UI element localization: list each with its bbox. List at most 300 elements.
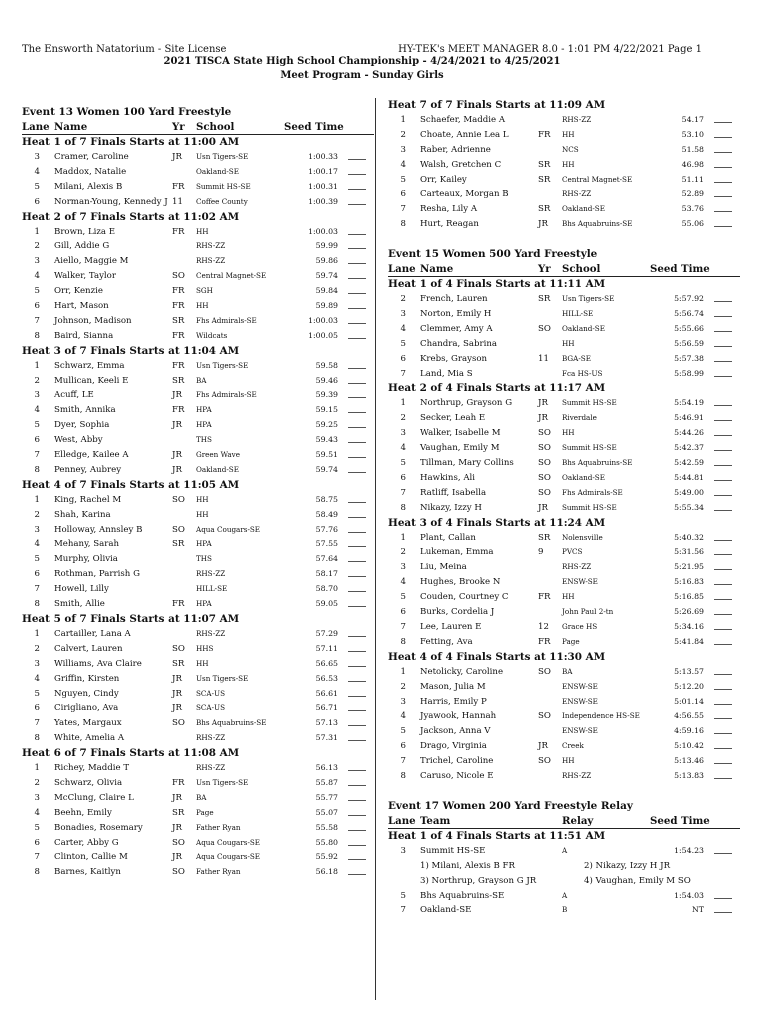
swimmer-name: King, Rachel M	[54, 494, 122, 505]
swimmer-year: SO	[172, 718, 185, 729]
result-blank-line	[348, 284, 366, 294]
lane-number: 2	[400, 413, 406, 424]
lane-number: 5	[400, 890, 406, 901]
swimmer-name: Norman-Young, Kennedy J	[54, 196, 168, 207]
swimmer-year: JR	[172, 822, 182, 833]
result-blank-line	[714, 128, 732, 138]
swimmer-name: Carter, Abby G	[54, 837, 119, 848]
school-name: Usn Tigers-SE	[196, 777, 249, 787]
entry-row	[388, 337, 740, 352]
swimmer-year: FR	[172, 301, 185, 312]
lane-number: 8	[34, 464, 40, 475]
school-name: SCA-US	[196, 703, 226, 713]
seed-time: 59.58	[315, 360, 338, 370]
school-name: HH	[196, 658, 209, 668]
swimmer-year: SO	[538, 756, 551, 767]
swimmer-name: Smith, Allie	[54, 599, 105, 610]
seed-time: 57.76	[315, 524, 338, 534]
seed-time: 57.13	[315, 718, 338, 728]
swimmer-name: Schwarz, Emma	[54, 360, 125, 371]
swimmer-name: Calvert, Lauren	[54, 643, 123, 654]
entry-row	[22, 850, 374, 865]
lane-number: 4	[34, 807, 40, 818]
school-name: Independence HS-SE	[562, 711, 640, 721]
entry-row	[388, 739, 740, 754]
result-blank-line	[714, 665, 732, 675]
event-title: Event 15 Women 500 Yard Freestyle	[388, 248, 598, 261]
entry-row	[388, 187, 740, 202]
swimmer-name: Elledge, Kailee A	[54, 450, 129, 461]
entry-row	[22, 269, 374, 284]
swimmer-year: SO	[538, 323, 551, 334]
swimmer-name: Secker, Leah E	[420, 413, 486, 424]
result-blank-line	[348, 523, 366, 533]
school-name: Oakland-SE	[196, 464, 239, 474]
lane-number: 8	[34, 867, 40, 878]
swimmer-name: White, Amelia A	[54, 733, 125, 744]
swimmer-year: SO	[538, 666, 551, 677]
seed-time: 59.51	[315, 450, 338, 460]
school-name: Nolensville	[562, 532, 603, 542]
lane-number: 5	[400, 726, 406, 737]
result-blank-line	[714, 501, 732, 511]
lane-number: 7	[400, 621, 406, 632]
page-header	[22, 44, 702, 92]
seed-time: 5:56.74	[674, 309, 704, 319]
entry-row	[22, 165, 374, 180]
result-blank-line	[714, 724, 732, 734]
school-name: RHS-ZZ	[196, 241, 226, 251]
entry-row	[388, 545, 740, 560]
seed-time: 5:58.99	[674, 368, 704, 378]
relay-swimmer: 2) Nikazy, Izzy H JR	[584, 860, 671, 871]
result-blank-line	[348, 195, 366, 205]
result-blank-line	[714, 560, 732, 570]
lane-number: 3	[34, 524, 40, 535]
school-name: HH	[562, 159, 575, 169]
relay-swimmers-row	[388, 874, 740, 889]
swimmer-name: Mullican, Keeli E	[54, 375, 129, 386]
seed-time: 5:21.95	[674, 562, 704, 572]
heat-title: Heat 1 of 4 Finals Starts at 11:11 AM	[388, 278, 606, 291]
swimmer-name: Gill, Addie G	[54, 241, 110, 252]
entry-row	[22, 225, 374, 240]
seed-time: 59.05	[315, 599, 338, 609]
school-name: Usn Tigers-SE	[196, 152, 249, 161]
lane-number: 5	[34, 181, 40, 192]
swimmer-name: Clinton, Callie M	[54, 852, 128, 863]
entry-row	[388, 367, 740, 382]
entry-row	[22, 508, 374, 523]
swimmer-year: SR	[538, 174, 551, 185]
school-name: Fca HS-US	[562, 368, 603, 378]
seed-time: 5:13.57	[674, 666, 704, 676]
lane-number: 5	[400, 174, 406, 185]
lane-number: 1	[34, 763, 40, 774]
entry-row	[22, 374, 374, 389]
result-blank-line	[348, 627, 366, 637]
swimmer-year: FR	[172, 599, 185, 610]
seed-time: 55.77	[315, 792, 338, 802]
result-blank-line	[714, 426, 732, 436]
entry-row	[22, 672, 374, 687]
swimmer-year: JR	[538, 413, 548, 424]
seed-time: 5:13.83	[674, 770, 704, 780]
seed-time: 5:44.81	[674, 472, 704, 482]
swimmer-year: SO	[172, 837, 185, 848]
swimmer-name: Northrup, Grayson G	[420, 398, 513, 409]
school-name: RHS-ZZ	[196, 733, 226, 743]
result-blank-line	[714, 486, 732, 496]
lane-number: 8	[34, 733, 40, 744]
school-name: SCA-US	[196, 688, 226, 698]
swimmer-name: Johnson, Madison	[54, 315, 132, 326]
school-name: Fhs Admirals-SE	[196, 390, 257, 400]
result-blank-line	[348, 821, 366, 831]
team-name: Bhs Aquabruins-SE	[420, 890, 505, 901]
lane-number: 2	[400, 294, 406, 305]
entry-row	[388, 635, 740, 650]
lane-number: 3	[34, 152, 40, 162]
result-blank-line	[348, 418, 366, 428]
swimmer-name: Murphy, Olivia	[54, 554, 118, 565]
swimmer-year: SO	[172, 524, 185, 535]
school-name: ENSW-SE	[562, 696, 598, 706]
entry-row	[388, 322, 740, 337]
seed-time: 1:00.33	[308, 152, 338, 161]
swimmer-year: SO	[538, 487, 551, 498]
school-name: HH	[562, 338, 575, 348]
school-name: Creek	[562, 741, 584, 751]
seed-time: 5:31.56	[674, 547, 704, 557]
col-header-yr: Yr	[538, 263, 551, 276]
school-name: HH	[196, 226, 209, 236]
event-title: Event 17 Women 200 Yard Freestyle Relay	[388, 799, 633, 812]
entry-row	[388, 128, 740, 143]
swimmer-year: JR	[172, 673, 182, 684]
lane-number: 8	[34, 330, 40, 341]
seed-time: NT	[691, 905, 704, 915]
seed-time: 5:13.46	[674, 756, 704, 766]
entry-row	[388, 531, 740, 546]
swimmer-name: Baird, Sianna	[54, 330, 114, 341]
relay-row	[388, 844, 740, 859]
swimmer-name: Walker, Isabelle M	[420, 428, 501, 439]
seed-time: 56.71	[315, 703, 338, 713]
swimmer-year: SO	[172, 643, 185, 654]
swimmer-year: SR	[172, 658, 185, 669]
school-name: BA	[196, 792, 207, 802]
swimmer-year: SR	[172, 539, 185, 550]
col-header-name: Name	[54, 121, 88, 133]
team-name: Oakland-SE	[420, 905, 472, 916]
school-name: Page	[562, 636, 580, 646]
entry-row	[22, 493, 374, 508]
entry-row	[22, 836, 374, 851]
swimmer-name: Walker, Taylor	[54, 271, 116, 282]
swimmer-name: Schaefer, Maddie A	[420, 115, 506, 125]
swimmer-year: FR	[172, 286, 185, 297]
entry-row	[22, 254, 374, 269]
seed-time: 5:55.34	[674, 502, 704, 512]
entry-row	[22, 150, 374, 165]
result-blank-line	[348, 359, 366, 369]
heat-title: Heat 5 of 7 Finals Starts at 11:07 AM	[22, 612, 240, 625]
column-headers	[388, 814, 740, 829]
entry-row	[22, 701, 374, 716]
swimmer-year: FR	[172, 226, 185, 237]
swimmer-name: Hart, Mason	[54, 301, 109, 312]
swimmer-name: Caruso, Nicole E	[420, 770, 494, 781]
heat-title: Heat 1 of 4 Finals Starts at 11:51 AM	[388, 829, 606, 842]
relay-swimmers-row	[388, 859, 740, 874]
swimmer-name: Couden, Courtney C	[420, 592, 509, 603]
lane-number: 8	[400, 770, 406, 781]
entry-row	[388, 501, 740, 516]
seed-time: 5:41.84	[674, 636, 704, 646]
swimmer-year: SR	[172, 375, 185, 386]
result-blank-line	[348, 433, 366, 443]
school-name: HH	[562, 756, 575, 766]
result-blank-line	[714, 903, 732, 913]
swimmer-year: JR	[172, 390, 182, 401]
swimmer-name: Griffin, Kirsten	[54, 673, 120, 684]
swimmer-name: Holloway, Annsley B	[54, 524, 143, 535]
entry-row	[388, 590, 740, 605]
lane-number: 1	[34, 494, 40, 505]
seed-time: 4:59.16	[674, 726, 704, 736]
swimmer-name: Netolicky, Caroline	[420, 666, 504, 677]
school-name: Oakland-SE	[562, 323, 605, 333]
school-name: Page	[196, 807, 214, 817]
school-name: HILL-SE	[196, 584, 228, 594]
result-blank-line	[348, 687, 366, 697]
entry-row	[22, 776, 374, 791]
seed-time: 56.13	[315, 763, 338, 773]
school-name: RHS-ZZ	[562, 770, 592, 780]
school-name: ENSW-SE	[562, 681, 598, 691]
seed-time: 1:00.03	[308, 226, 338, 236]
school-name: RHS-ZZ	[562, 562, 592, 572]
lane-number: 6	[400, 741, 406, 752]
result-blank-line	[348, 329, 366, 339]
col-header-name: Name	[420, 263, 454, 276]
relay-swimmer: 3) Northrup, Grayson G JR	[420, 875, 537, 886]
seed-time: 51.58	[681, 144, 704, 154]
school-name: Oakland-SE	[196, 166, 239, 176]
result-blank-line	[348, 731, 366, 741]
swimmer-name: Resha, Lily A	[420, 204, 478, 215]
seed-time: 59.99	[315, 241, 338, 251]
seed-time: 5:01.14	[674, 696, 704, 706]
result-blank-line	[714, 545, 732, 555]
school-name: RHS-ZZ	[196, 569, 226, 579]
lane-number: 3	[400, 144, 406, 155]
swimmer-name: Nikazy, Izzy H	[420, 502, 482, 513]
school-name: Summit HS-SE	[562, 443, 617, 453]
result-blank-line	[348, 836, 366, 846]
result-blank-line	[714, 635, 732, 645]
entry-row	[22, 418, 374, 433]
entry-row	[22, 314, 374, 329]
meet-title: 2021 TISCA State High School Championship - 4/24/2021 to 4/25/2021	[163, 56, 561, 67]
result-blank-line	[348, 374, 366, 384]
swimmer-name: Cramer, Caroline	[54, 152, 129, 162]
entry-row	[388, 724, 740, 739]
swimmer-name: Acuff, LE	[54, 390, 94, 401]
seed-time: 51.11	[681, 174, 704, 184]
entry-row	[388, 441, 740, 456]
seed-time: 5:12.20	[674, 681, 704, 691]
swimmer-name: Jyawook, Hannah	[420, 711, 497, 722]
seed-time: 54.17	[681, 115, 704, 124]
result-blank-line	[714, 680, 732, 690]
swimmer-name: Norton, Emily H	[420, 309, 492, 320]
seed-time: 5:40.32	[674, 532, 704, 542]
entry-row	[22, 403, 374, 418]
seed-time: 59.46	[315, 375, 338, 385]
entry-row	[22, 299, 374, 314]
school-name: HPA	[196, 405, 212, 415]
result-blank-line	[348, 299, 366, 309]
result-blank-line	[348, 537, 366, 547]
seed-time: 1:00.05	[308, 330, 338, 340]
lane-number: 8	[400, 219, 406, 230]
relay-swimmer: 4) Vaughan, Emily M SO	[584, 875, 691, 886]
lane-number: 1	[400, 666, 406, 677]
entry-row	[388, 202, 740, 217]
swimmer-year: 11	[172, 196, 183, 207]
result-blank-line	[348, 865, 366, 875]
entry-row	[388, 352, 740, 367]
swimmer-name: West, Abby	[54, 435, 103, 446]
lane-number: 7	[400, 905, 406, 916]
entry-row	[22, 448, 374, 463]
result-blank-line	[714, 590, 732, 600]
seed-time: 56.65	[315, 658, 338, 668]
result-blank-line	[714, 769, 732, 779]
col-header-lane: Lane	[22, 121, 50, 133]
seed-time: 1:54.03	[674, 890, 704, 900]
school-name: RHS-ZZ	[196, 628, 226, 638]
entry-row	[388, 426, 740, 441]
swimmer-name: Chandra, Sabrina	[420, 338, 497, 349]
school-name: NCS	[562, 144, 579, 154]
school-name: Bhs Aquabruins-SE	[196, 718, 267, 728]
school-name: HHS	[196, 643, 214, 653]
school-name: HH	[196, 301, 209, 311]
entry-row	[22, 597, 374, 612]
lane-number: 5	[34, 286, 40, 297]
seed-time: 55.92	[315, 852, 338, 862]
swimmer-year: JR	[172, 420, 182, 431]
seed-time: 59.84	[315, 286, 338, 296]
swimmer-name: Mason, Julia M	[420, 681, 486, 692]
entry-row	[388, 158, 740, 173]
entry-row	[388, 560, 740, 575]
school-name: Usn Tigers-SE	[196, 360, 249, 370]
lane-number: 5	[34, 554, 40, 565]
lane-number: 3	[400, 845, 406, 856]
entry-row	[22, 537, 374, 552]
school-name: ENSW-SE	[562, 726, 598, 736]
seed-time: 1:54.23	[674, 845, 704, 855]
site-license: The Ensworth Natatorium - Site License	[22, 44, 227, 55]
heat-title: Heat 2 of 4 Finals Starts at 11:17 AM	[388, 382, 606, 395]
lane-number: 5	[34, 420, 40, 431]
school-name: Fhs Admirals-SE	[562, 487, 623, 497]
school-name: RHS-ZZ	[196, 256, 226, 266]
swimmer-year: SR	[172, 315, 185, 326]
entry-row	[388, 411, 740, 426]
lane-number: 1	[34, 226, 40, 237]
swimmer-year: SR	[172, 807, 185, 818]
heat-title: Heat 1 of 7 Finals Starts at 11:00 AM	[22, 136, 240, 148]
result-blank-line	[714, 202, 732, 212]
col-header-team: Team	[420, 814, 451, 827]
swimmer-name: Choate, Annie Lea L	[420, 129, 509, 140]
school-name: HPA	[196, 539, 212, 549]
lane-number: 6	[400, 353, 406, 364]
entry-row	[22, 731, 374, 746]
seed-time: 5:42.59	[674, 458, 704, 468]
result-blank-line	[714, 337, 732, 347]
result-blank-line	[714, 307, 732, 317]
event-title: Event 13 Women 100 Yard Freestyle	[22, 106, 232, 118]
spacer	[388, 232, 740, 246]
swimmer-name: Smith, Annika	[54, 405, 116, 416]
meet-subtitle: Meet Program - Sunday Girls	[280, 70, 444, 81]
col-header-yr: Yr	[172, 121, 185, 133]
entry-row	[22, 821, 374, 836]
entry-row	[388, 575, 740, 590]
swimmer-year: FR	[172, 405, 185, 416]
seed-time: 53.76	[681, 204, 704, 214]
school-name: SGH	[196, 286, 213, 296]
swimmer-name: Shah, Karina	[54, 509, 111, 520]
swimmer-year: SO	[538, 472, 551, 483]
lane-number: 4	[34, 673, 40, 684]
seed-time: 5:57.92	[674, 294, 704, 304]
result-blank-line	[714, 158, 732, 168]
school-name: RHS-ZZ	[562, 115, 592, 124]
swimmer-name: Barnes, Kaitlyn	[54, 867, 121, 878]
relay-letter: A	[562, 845, 568, 855]
relay-letter: B	[562, 905, 568, 915]
school-name: HH	[562, 428, 575, 438]
result-blank-line	[348, 672, 366, 682]
col-header-lane: Lane	[388, 263, 416, 276]
left-column	[22, 98, 374, 880]
result-blank-line	[348, 448, 366, 458]
entry-row	[388, 307, 740, 322]
swimmer-year: JR	[538, 398, 548, 409]
school-name: John Paul 2-tn	[562, 607, 614, 617]
heat-title: Heat 3 of 7 Finals Starts at 11:04 AM	[22, 344, 240, 357]
lane-number: 4	[400, 577, 406, 588]
school-name: PVCS	[562, 547, 583, 557]
lane-number: 7	[400, 487, 406, 498]
swimmer-name: Lukeman, Emma	[420, 547, 494, 558]
lane-number: 6	[34, 301, 40, 312]
swimmer-name: Clemmer, Amy A	[420, 323, 493, 334]
swimmer-name: Harris, Emily P	[420, 696, 487, 707]
school-name: Usn Tigers-SE	[196, 673, 249, 683]
lane-number: 3	[34, 792, 40, 803]
result-blank-line	[348, 761, 366, 771]
lane-number: 2	[400, 547, 406, 558]
result-blank-line	[714, 739, 732, 749]
